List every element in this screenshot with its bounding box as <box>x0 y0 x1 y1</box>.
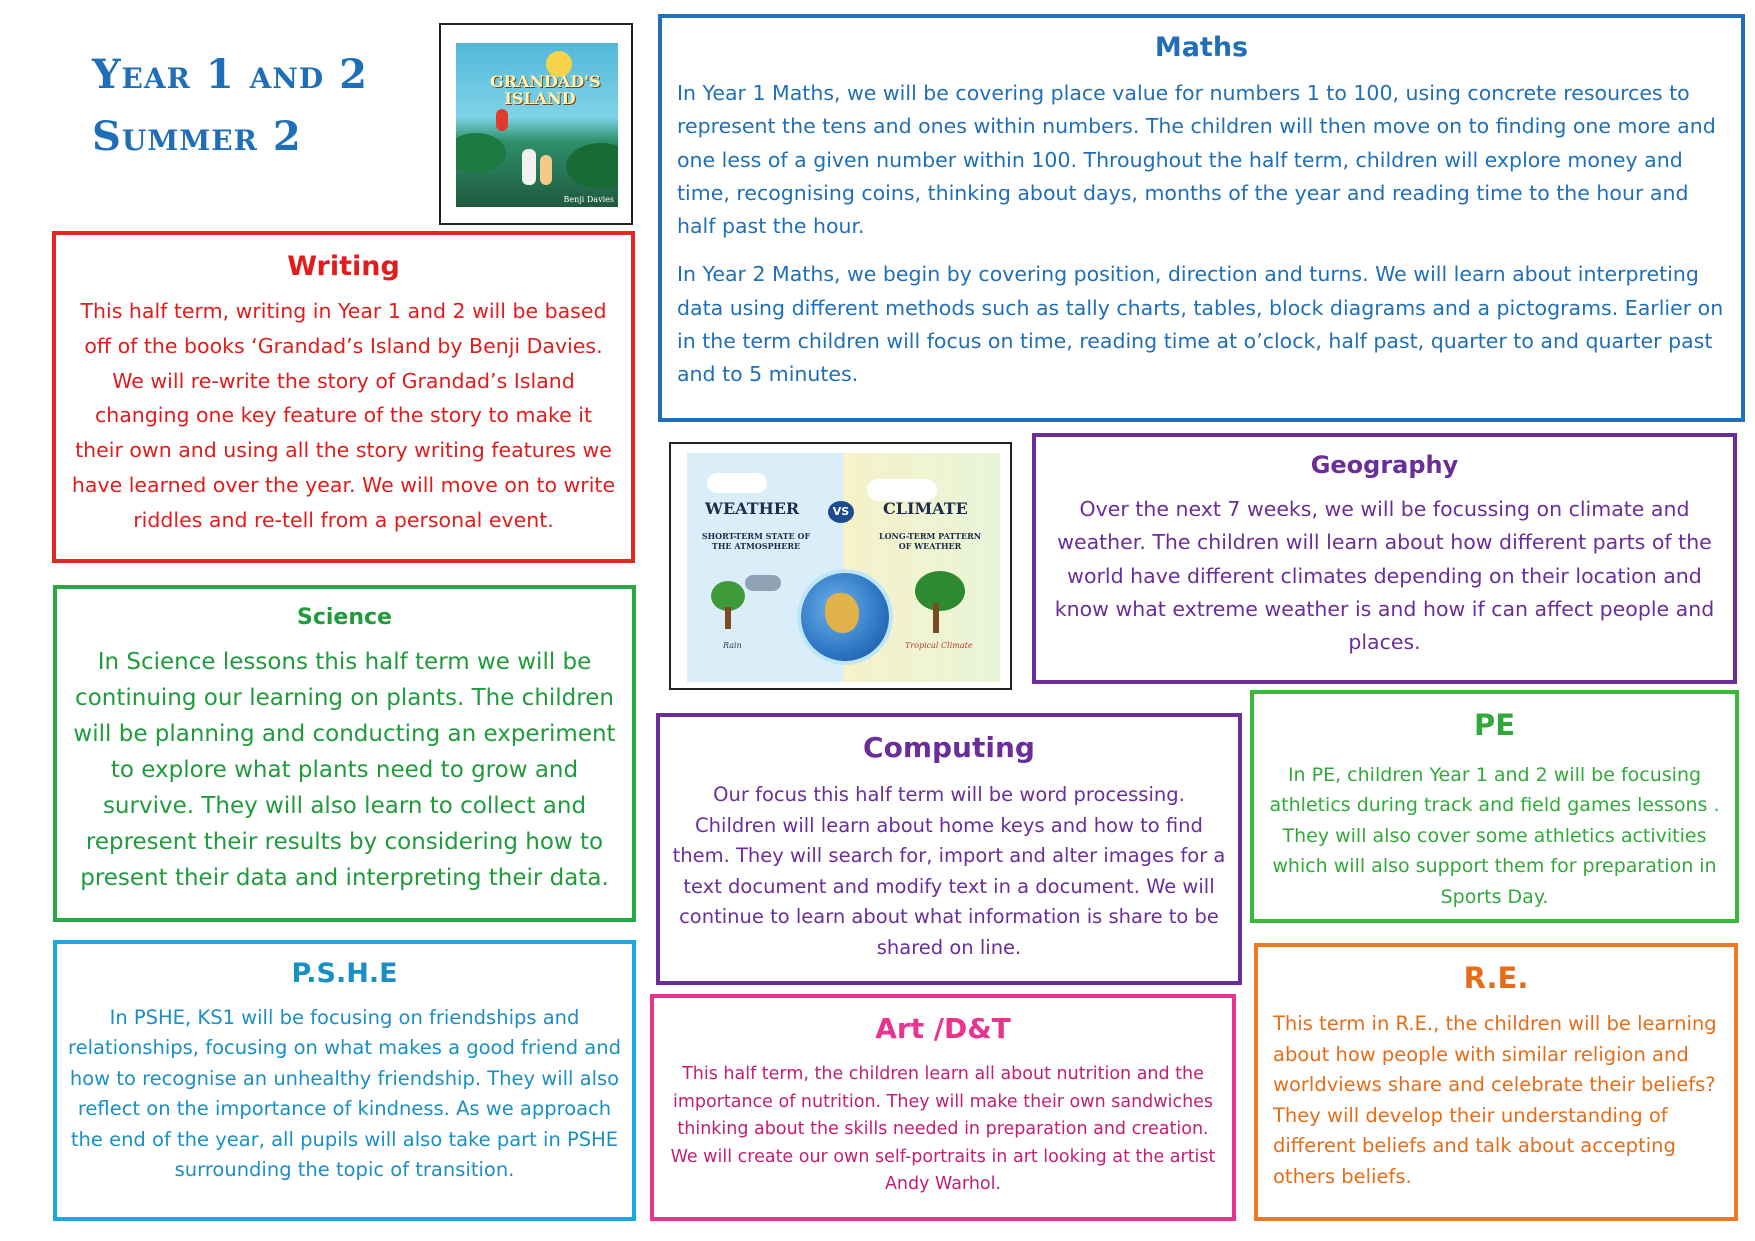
re-text: This term in R.E., the children will be learning about how people with similar religion and worldviews share and celebrate their beliefs? They will develop their understanding of different beliefs and talk about accepting others beliefs. <box>1273 1012 1717 1188</box>
science-section <box>53 585 636 922</box>
book-author: Benji Davies <box>563 195 614 204</box>
geography-heading: Geography <box>1310 451 1459 479</box>
geography-section <box>1032 433 1737 684</box>
pshe-text: In PSHE, KS1 will be focusing on friendships and relationships, focusing on what makes a good friend and how to recognise an unhealthy friendship. They will also reflect on the importance of kindness. As we approach the end of the year, all pupils will also take part in PSHE surrounding the topic of transition. <box>68 1006 621 1182</box>
science-heading: Science <box>297 605 392 630</box>
geography-text: Over the next 7 weeks, we will be focussing on climate and weather. The children will learn about how different parts of the world have different climates depending on their location and know what extreme weather is and how if can affect people and places. <box>1054 497 1715 655</box>
cloud-shape <box>867 479 937 501</box>
book-title: GRANDAD'S ISLAND <box>490 72 601 108</box>
foliage-shape <box>456 133 506 173</box>
pe-text: In PE, children Year 1 and 2 will be focusing athletics during track and field games lessons . They will also cover some athletics activities which will also support them for preparation in Sports Day. <box>1269 764 1720 908</box>
weather-subtitle: SHORT-TERM STATE OF THE ATMOSPHERE <box>701 531 811 551</box>
pe-section <box>1250 690 1739 923</box>
globe-land <box>825 593 859 633</box>
rain-cloud-icon <box>745 575 781 591</box>
pe-heading: PE <box>1473 708 1516 742</box>
parrot-shape <box>496 109 508 131</box>
palm-trunk <box>933 603 939 633</box>
maths-section <box>658 14 1745 422</box>
climate-subtitle: LONG-TERM PATTERN OF WEATHER <box>878 531 982 551</box>
book-cover-art <box>456 43 618 207</box>
climate-label: CLIMATE <box>883 499 968 518</box>
grandad-figure <box>522 149 536 185</box>
palm-tree-icon <box>915 571 965 611</box>
title-line-year: Year 1 and 2 <box>92 51 368 98</box>
writing-text: This half term, writing in Year 1 and 2 will be based off of the books ‘Grandad’s Island by Benji Davies. We will re-write the story of Grandad’s Island changing one key feature of the story to make it their own and using all the story writing features we have learned over the year. We will move on to write riddles and re-tell from a personal event. <box>71 299 616 532</box>
computing-text: Our focus this half term will be word processing. Children will learn about home keys and how to find them. They will search for, import and alter images for a text document and modify text in a document. We will continue to learn about what information is share to be shared on line. <box>672 783 1226 959</box>
title-line-term: Summer 2 <box>92 113 302 160</box>
tropical-caption: Tropical Climate <box>905 641 973 650</box>
weather-climate-image <box>669 442 1012 690</box>
computing-section <box>656 713 1242 985</box>
computing-heading: Computing <box>863 731 1035 764</box>
child-figure <box>540 155 552 185</box>
maths-heading: Maths <box>1154 32 1249 63</box>
pshe-section <box>53 940 636 1221</box>
art-dt-heading: Art /D&T <box>875 1012 1011 1045</box>
art-dt-text: This half term, the children learn all about nutrition and the importance of nutrition. They will make their own sandwiches thinking about the skills needed in preparation and creation. We will create our own self-portraits in art looking at the artist Andy Warhol. <box>670 1064 1216 1195</box>
foliage-shape <box>566 143 618 189</box>
rain-caption: Rain <box>723 641 742 650</box>
writing-heading: Writing <box>287 251 400 282</box>
vs-badge: VS <box>828 501 854 523</box>
weather-label: WEATHER <box>705 499 800 518</box>
tree-trunk <box>725 607 731 629</box>
maths-year2-text: In Year 2 Maths, we begin by covering position, direction and turns. We will learn about interpreting data using different methods such as tally charts, tables, block diagrams and a pictograms. Earlier on in the term children will focus on time, reading time at o’clock, half past, quarter to and quarter past and to 5 minutes. <box>677 262 1724 387</box>
maths-year1-text: In Year 1 Maths, we will be covering place value for numbers 1 to 100, using concrete resources to represent the tens and ones within numbers. The children will then move on to finding one more and one less of a given number within 100. Throughout the half term, children will explore money and time, recognising coins, thinking about days, months of the year and reading time to the hour and half past the hour. <box>677 81 1716 239</box>
re-section <box>1254 943 1738 1221</box>
page-title <box>92 44 368 168</box>
art-dt-section <box>650 994 1236 1221</box>
weather-climate-art <box>687 453 1000 682</box>
re-heading: R.E. <box>1463 961 1529 995</box>
pshe-heading: P.S.H.E <box>291 958 398 989</box>
book-cover-image <box>439 23 633 225</box>
cloud-shape <box>707 473 767 493</box>
writing-section <box>52 231 635 563</box>
science-text: In Science lessons this half term we will be continuing our learning on plants. The children will be planning and conducting an experiment to explore what plants need to grow and survive. They will also learn to collect and represent their results by considering how to present their data and interpreting their data. <box>73 649 616 891</box>
